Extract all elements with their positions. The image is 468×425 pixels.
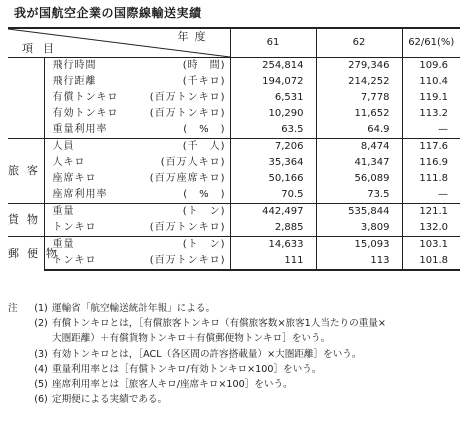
value-61-cell: 35,364	[230, 155, 316, 171]
value-62-cell: 279,346	[316, 58, 402, 75]
value-62-cell: 7,778	[316, 90, 402, 106]
item-label: 人キロ	[52, 157, 86, 168]
notes	[8, 301, 464, 407]
item-label: トンキロ	[52, 255, 97, 266]
note-head	[8, 362, 30, 377]
item-cell	[44, 122, 230, 139]
value-61-cell: 2,885	[230, 220, 316, 237]
value-62-cell: 113	[316, 253, 402, 270]
value-61-cell: 10,290	[230, 106, 316, 122]
item-unit: (百万座席キロ)	[149, 173, 226, 184]
item-label: 飛行時間	[52, 60, 97, 71]
note-text: 重量利用率とは［有償トンキロ/有効トンキロ×100］をいう。	[52, 363, 322, 375]
item-cell	[44, 171, 230, 187]
table-row	[8, 155, 460, 171]
ratio-cell: 103.1	[402, 237, 460, 254]
note-item	[8, 316, 464, 331]
note-number: (5)	[34, 379, 48, 391]
table-row	[8, 58, 460, 75]
header-nendo: 年度	[177, 30, 212, 43]
note-item	[8, 362, 464, 377]
note-number: (4)	[34, 363, 48, 375]
ratio-cell: 117.6	[402, 139, 460, 156]
group-label	[8, 58, 44, 139]
note-head: 注	[8, 303, 18, 314]
note-number	[30, 331, 52, 346]
value-62-cell: 8,474	[316, 139, 402, 156]
item-unit: (千キロ)	[182, 76, 226, 87]
page-title: 我が国航空企業の国際線輸送実績	[14, 6, 202, 20]
item-label: 座席キロ	[52, 173, 97, 184]
ratio-cell: 110.4	[419, 76, 448, 87]
table-row	[8, 90, 460, 106]
group-label: 貨物	[8, 204, 44, 237]
header-koumoku: 項目	[22, 42, 64, 55]
ratio-cell: 113.2	[419, 108, 448, 119]
ratio-cell: 111.8	[419, 173, 448, 184]
value-61-cell: 50,166	[230, 171, 316, 187]
value-61-cell: 442,497	[230, 204, 316, 221]
value-62-cell: 11,652	[316, 106, 402, 122]
value-62-cell: 41,347	[316, 155, 402, 171]
table-row	[8, 204, 460, 221]
header-year-61: 61	[230, 28, 316, 58]
value-61-cell: 14,633	[230, 237, 316, 254]
note-text: 定期便による実績である。	[52, 394, 168, 406]
item-label: 人員	[52, 141, 75, 152]
table-row	[8, 106, 460, 122]
header-row	[8, 28, 460, 58]
group-label: 郵便物	[8, 237, 44, 271]
item-cell	[44, 220, 230, 237]
note-text: 座席利用率とは［旅客人キロ/座席キロ×100］をいう。	[52, 379, 293, 391]
item-label: 重量	[52, 206, 75, 217]
table-row	[8, 74, 460, 90]
item-cell	[44, 90, 230, 106]
value-61-cell: 63.5	[230, 122, 316, 139]
item-unit: (時 間)	[182, 60, 226, 71]
note-item	[8, 377, 464, 392]
value-62-cell: 3,809	[316, 220, 402, 237]
note-item	[8, 347, 464, 362]
note-head	[8, 377, 30, 392]
table-row	[8, 220, 460, 237]
item-label: 有償トンキロ	[52, 92, 119, 103]
item-unit: (百万トンキロ)	[149, 255, 226, 266]
note-number: (2)	[34, 318, 48, 330]
item-label: 重量	[52, 239, 75, 250]
ratio-cell: 116.9	[419, 157, 448, 168]
note-text: 有効トンキロとは，［ACL（各区間の許容搭載量）×大圏距離］をいう。	[52, 348, 362, 360]
note-head	[8, 392, 30, 407]
table-row	[8, 187, 460, 204]
value-62-cell: 64.9	[316, 122, 402, 139]
table-row	[8, 171, 460, 187]
ratio-cell: —	[438, 189, 448, 200]
value-61-cell: 194,072	[230, 74, 316, 90]
value-62-cell: 15,093	[316, 237, 402, 254]
item-label: 座席利用率	[52, 189, 108, 200]
item-unit: (百万トンキロ)	[149, 108, 226, 119]
item-cell	[44, 74, 230, 90]
note-item	[8, 392, 464, 407]
ratio-cell: 109.6	[419, 60, 448, 71]
item-unit: (千 人)	[182, 141, 226, 152]
note-item	[8, 301, 464, 316]
note-head	[8, 316, 30, 331]
value-61-cell: 111	[230, 253, 316, 270]
table-row	[8, 139, 460, 156]
item-cell	[44, 58, 230, 75]
value-62-cell: 214,252	[316, 74, 402, 90]
note-text: 運輸省「航空輸送統計年報」による。	[52, 303, 216, 314]
item-label: 有効トンキロ	[52, 108, 119, 119]
item-label: トンキロ	[52, 222, 97, 233]
table-row	[8, 122, 460, 139]
value-61-cell: 6,531	[230, 90, 316, 106]
note-item	[8, 331, 464, 346]
item-cell	[44, 139, 230, 156]
value-61-cell: 254,814	[230, 58, 316, 75]
item-unit: ( % )	[183, 189, 226, 200]
value-62-cell: 56,089	[316, 171, 402, 187]
transport-table	[8, 27, 460, 271]
note-head	[8, 331, 30, 346]
group-label: 旅客	[8, 139, 44, 204]
item-unit: (百万人キロ)	[160, 157, 226, 168]
item-unit: (百万トンキロ)	[149, 222, 226, 233]
item-cell	[44, 106, 230, 122]
ratio-cell: 101.8	[402, 253, 460, 270]
item-label: 重量利用率	[52, 124, 108, 135]
item-unit: (ト ン)	[182, 239, 226, 250]
value-62-cell: 535,844	[316, 204, 402, 221]
note-number: (6)	[34, 394, 48, 406]
note-text: 有償トンキロとは，［有償旅客トンキロ（有償旅客数×旅客1人当たりの重量×	[52, 318, 386, 330]
note-text: 大圏距離）＋有償貨物トンキロ＋有償郵便物トンキロ］をいう。	[52, 333, 331, 345]
item-cell	[44, 155, 230, 171]
item-unit: (ト ン)	[182, 206, 226, 217]
header-item-cell	[8, 28, 230, 58]
value-61-cell: 7,206	[230, 139, 316, 156]
ratio-cell: 121.1	[402, 204, 460, 221]
value-62-cell: 73.5	[316, 187, 402, 204]
item-cell	[44, 253, 230, 270]
note-number: (1)	[34, 303, 48, 314]
header-year-62: 62	[316, 28, 402, 58]
ratio-cell: —	[438, 124, 448, 135]
item-cell	[44, 237, 230, 254]
note-head	[8, 347, 30, 362]
header-ratio: 62/61(%)	[402, 28, 460, 58]
note-number: (3)	[34, 348, 48, 360]
ratio-cell: 119.1	[419, 92, 448, 103]
item-label: 飛行距離	[52, 76, 97, 87]
item-unit: ( % )	[183, 124, 226, 135]
table-row	[8, 253, 460, 270]
ratio-cell: 132.0	[419, 222, 448, 233]
table-row	[8, 237, 460, 254]
value-61-cell: 70.5	[230, 187, 316, 204]
item-cell	[44, 187, 230, 204]
item-unit: (百万トンキロ)	[149, 92, 226, 103]
item-cell	[44, 204, 230, 221]
